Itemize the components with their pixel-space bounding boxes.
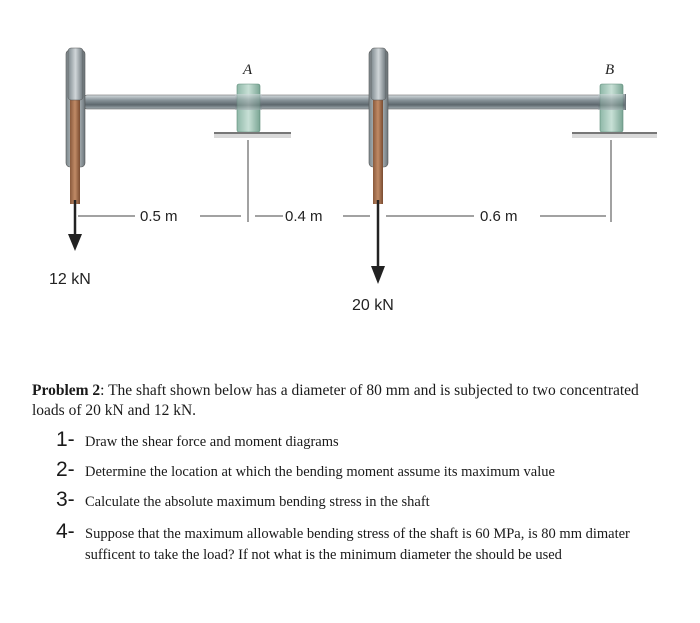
middle-belt [373,96,383,204]
bearing-a [214,84,291,138]
task-text: Calculate the absolute maximum bending stress in the shaft [85,494,430,510]
task-number: 3- [56,488,75,511]
load-arrow-left [68,200,82,251]
load-label-left: 12 kN [49,271,91,288]
task-text: Draw the shear force and moment diagrams [85,434,339,450]
shaft [84,95,624,109]
task-number: 2- [56,458,75,481]
left-pulley [66,48,85,204]
load-arrow-middle [371,200,385,284]
problem-statement [32,381,672,421]
task-text: Determine the location at which the bending moment assume its maximum value [85,464,555,480]
problem-label: Problem 2 [32,382,101,399]
support-b-label: B [605,62,615,78]
task-text: Suppose that the maximum allowable bending stress of the shaft is 60 MPa, is 80 mm dimater sufficent to take the load? If not what is the minimum diameter the should be used [85,526,630,563]
dim-label-3: 0.6 m [480,208,518,225]
load-label-middle: 20 kN [352,297,394,314]
dim-label-2: 0.4 m [285,208,323,225]
problem-text: : The shaft shown below has a diameter of 80 mm and is subjected to two concentrated loads of 20 kN and 12 kN. [32,382,639,419]
task-number: 4- [56,520,75,543]
middle-pulley [369,48,388,204]
bearing-b [572,84,657,138]
support-a-label: A [243,62,253,78]
task-number: 1- [56,428,75,451]
dim-label-1: 0.5 m [140,208,178,225]
left-belt [70,96,80,204]
